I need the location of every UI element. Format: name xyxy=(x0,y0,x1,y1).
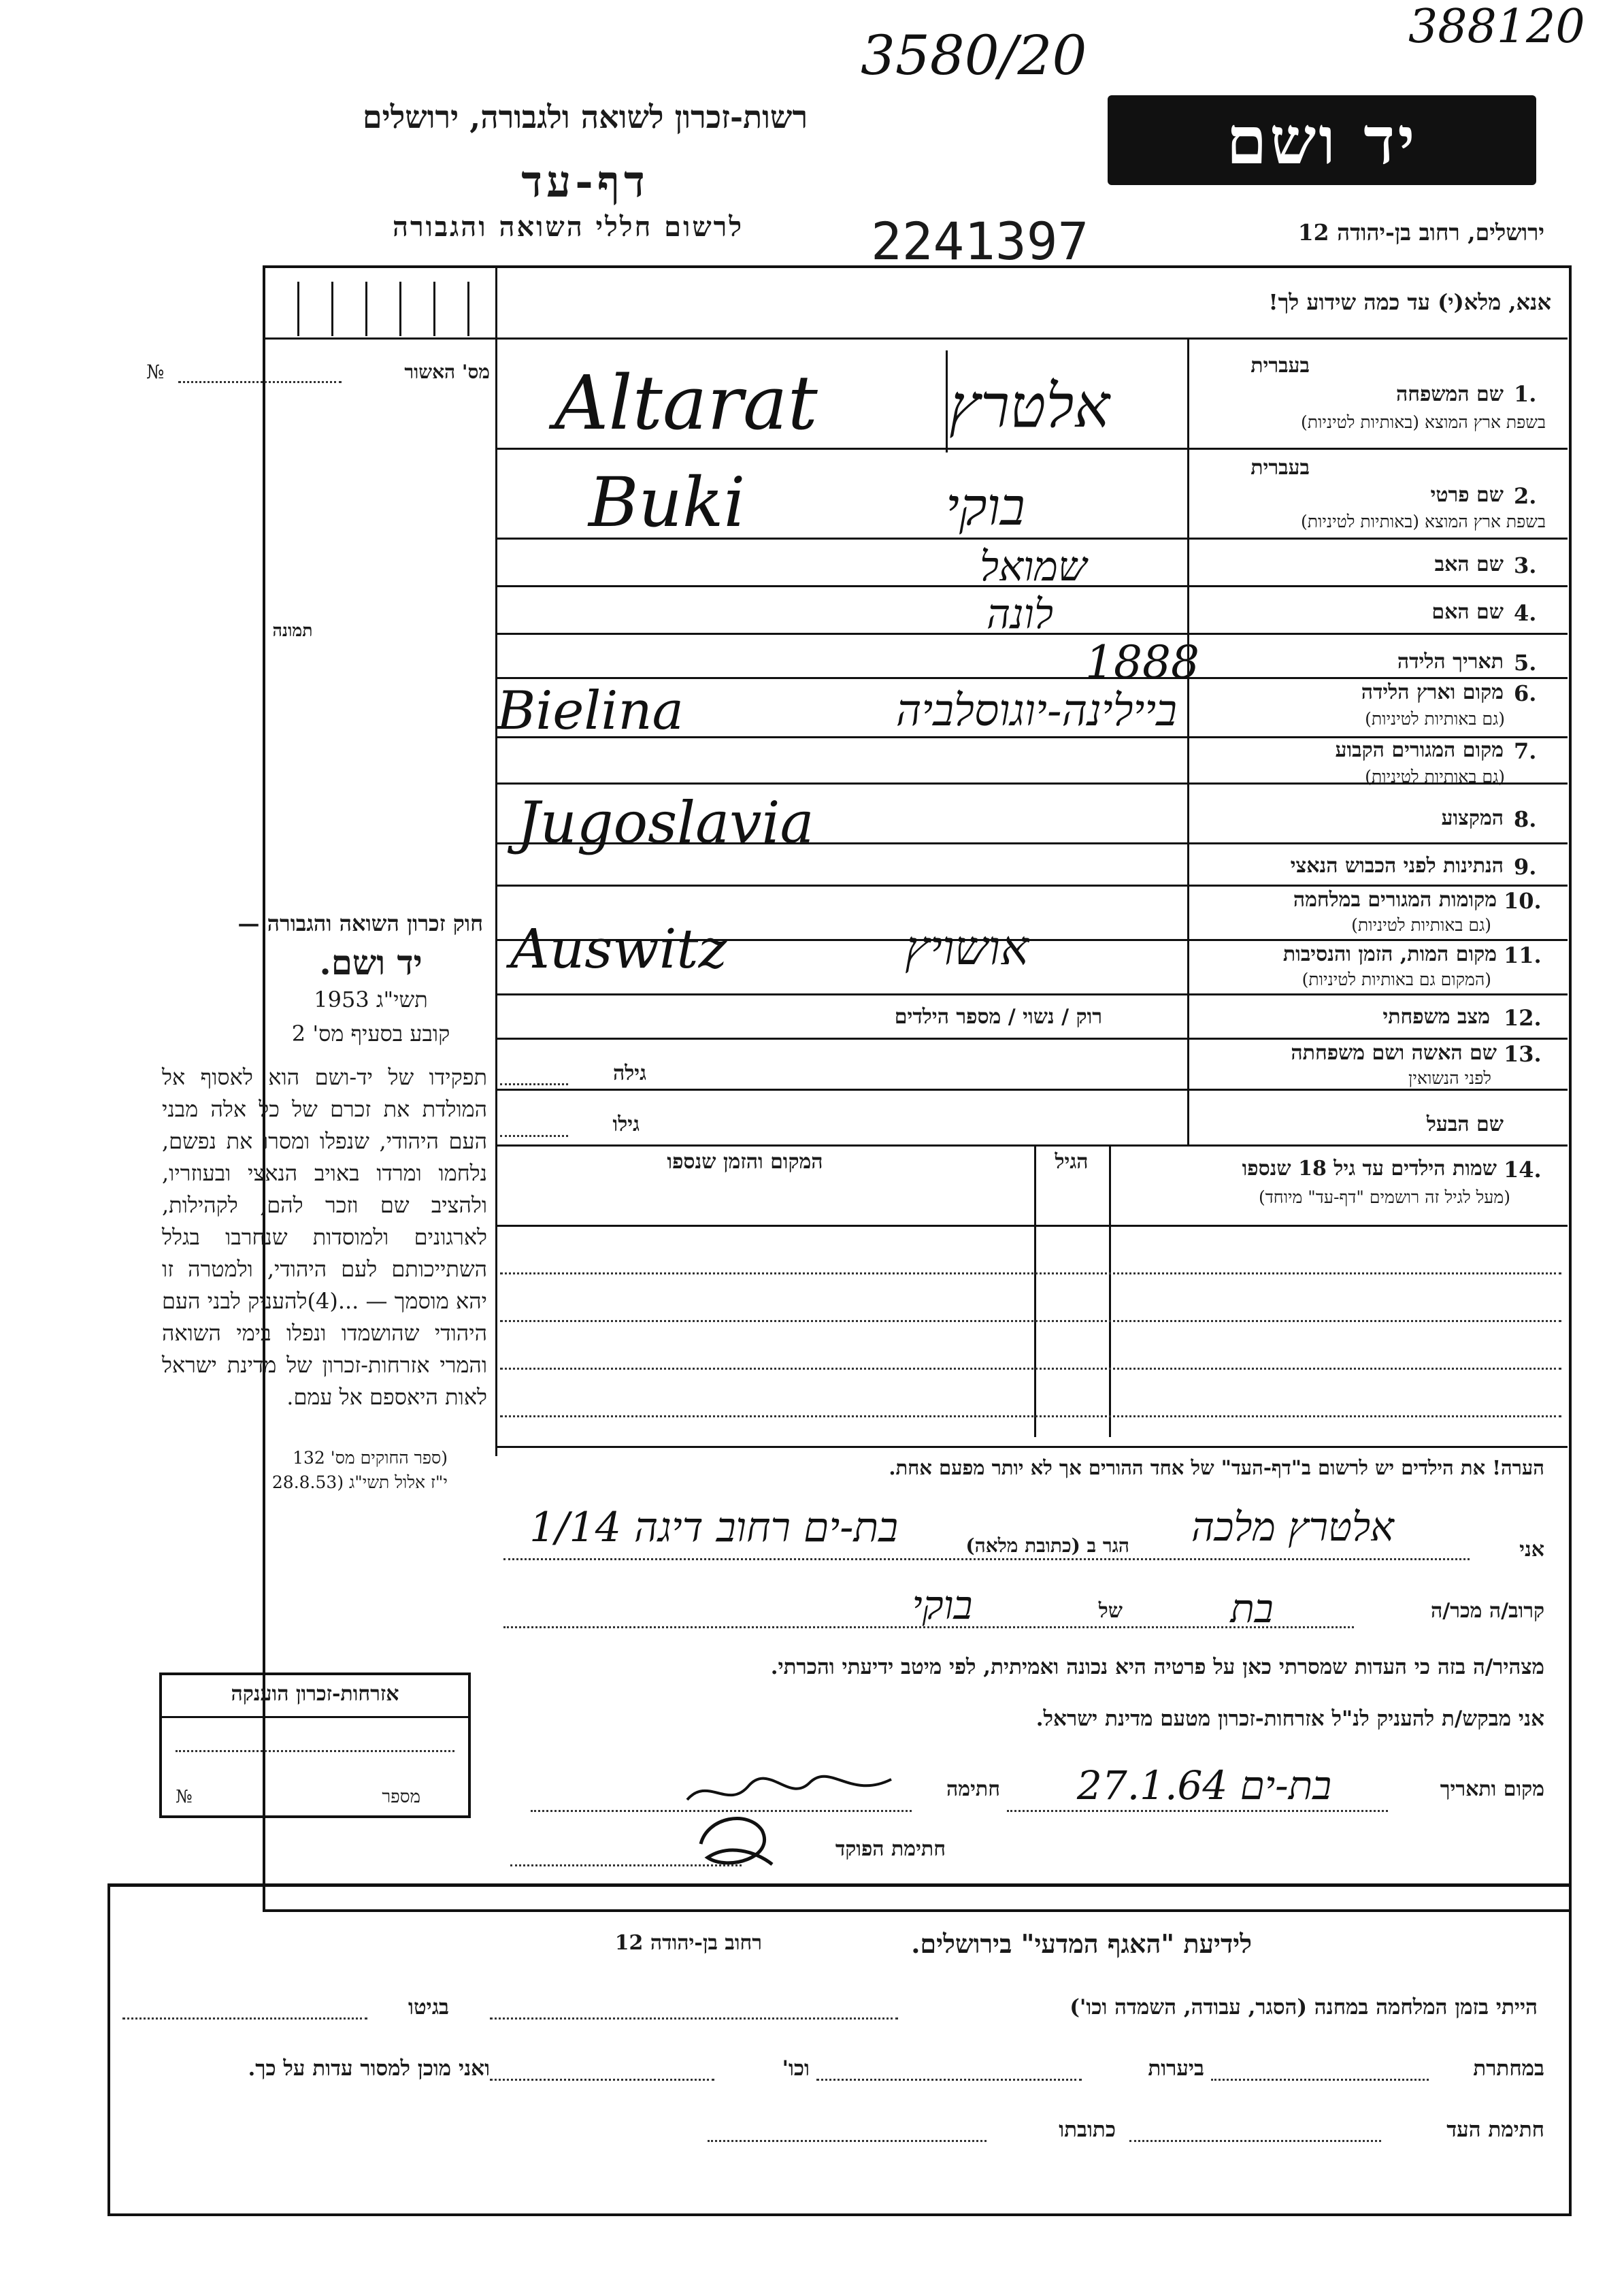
field-7-value: Jugoslavia xyxy=(517,789,814,856)
footer-title: לידיעת "האגף המדעי" בירושלים. xyxy=(911,1928,1252,1959)
side-panel-border xyxy=(495,265,497,1456)
field-11-label: מקום המות, הזמן והנסיבות xyxy=(1282,942,1497,966)
children-line xyxy=(500,1415,1561,1417)
form-subtitle: לרשום חללי השואה והגבורה xyxy=(392,211,744,243)
husband-age-label: גילו xyxy=(612,1113,640,1136)
camp-line xyxy=(490,2017,898,2020)
footer-line1: הייתי בזמן המלחמה במחנה (הסגר, עבודה, השמדה וכו') xyxy=(1070,1995,1538,2020)
field-12-options: רוק / נשוי / מספר הילדים xyxy=(894,1005,1102,1029)
officer-signature xyxy=(687,1803,782,1878)
law-clause: קובע בסעיף מס' 2 xyxy=(291,1021,450,1047)
children-line xyxy=(500,1320,1561,1322)
divider xyxy=(497,1446,1568,1448)
relation-value: בת xyxy=(1230,1585,1274,1632)
law-year: תשי"ג 1953 xyxy=(314,987,428,1012)
underground-line xyxy=(1211,2079,1429,2081)
etc-line xyxy=(490,2079,714,2081)
divider xyxy=(497,993,1568,995)
children-line xyxy=(500,1368,1561,1370)
divider xyxy=(497,448,1568,450)
photo-label: תמונה xyxy=(272,621,313,640)
field-9-label: הנתינות לפני הכבוש הנאצי xyxy=(1290,854,1504,878)
footer-forests: ביערות xyxy=(1148,2056,1204,2081)
value-split xyxy=(946,350,948,452)
field-7-number: 7. xyxy=(1514,738,1537,764)
field-2-hebrew-value: בוקי xyxy=(946,476,1025,537)
field-13-number: 13. xyxy=(1504,1041,1542,1067)
declaration-request: אני מבקש/ת להעניק לנ"ל אזרחות-זכרון מטעם מדינת ישראל. xyxy=(1035,1707,1544,1731)
field-7-sub: (גם באותיות לטיניות) xyxy=(1365,767,1505,787)
address-line xyxy=(503,1558,1470,1560)
field-6-sub: (גם באותיות לטיניות) xyxy=(1365,709,1505,729)
field-11-latin-value: Auswitz xyxy=(510,917,727,981)
field-8-label: המקצוע xyxy=(1441,806,1504,830)
field-1-hebrew-value: אלטרץ xyxy=(949,371,1110,441)
ghetto-line xyxy=(122,2017,367,2020)
divider xyxy=(497,337,1568,340)
footer-witness-sig: חתימת העד xyxy=(1446,2118,1544,2142)
field-13-sub: לפני הנשואין xyxy=(1408,1068,1491,1088)
field-3-label: שם האב xyxy=(1434,553,1504,576)
citizenship-title: אזרחות-זכרון הוענקה xyxy=(231,1682,399,1706)
field-10-number: 10. xyxy=(1504,888,1542,914)
field-3-number: 3. xyxy=(1514,553,1537,578)
children-number: 14. xyxy=(1504,1157,1542,1183)
children-age-col: הגיל xyxy=(1055,1150,1089,1174)
place-date-label: מקום ותאריך xyxy=(1440,1777,1544,1801)
children-col-divider xyxy=(1034,1144,1036,1437)
yad-vashem-logo xyxy=(1108,95,1536,185)
field-2-latin-value: Buki xyxy=(589,463,746,542)
forests-line xyxy=(816,2079,1082,2081)
citizenship-no: № xyxy=(176,1787,193,1807)
approval-no: № xyxy=(146,361,165,383)
children-title: שמות הילדים עד גיל 18 שנספו xyxy=(1242,1157,1497,1181)
field-9-number: 9. xyxy=(1514,854,1537,880)
field-2-hebrew-tag: בעברית xyxy=(1250,456,1310,480)
declaration-resident: הגר ב (כתובת מלאה) xyxy=(965,1534,1129,1557)
logo-text: יד ושם xyxy=(1226,101,1418,179)
law-name: יד ושם. xyxy=(319,942,422,983)
field-1-label: שם המשפחה xyxy=(1395,382,1504,406)
field-2-sub: בשפת ארץ המוצא (באותיות לטיניות) xyxy=(1301,512,1546,531)
field-12-number: 12. xyxy=(1504,1005,1542,1031)
witness-address-line xyxy=(708,2140,987,2142)
field-7-label: מקום המגורים הקבוע xyxy=(1335,738,1504,762)
relative-line xyxy=(503,1626,1354,1628)
of-label: של xyxy=(1098,1599,1123,1623)
divider xyxy=(497,885,1568,887)
divider xyxy=(162,1716,468,1718)
footer-address: רחוב בן-יהודה 12 xyxy=(614,1931,762,1955)
field-1-sub: בשפת ארץ המוצא (באותיות לטיניות) xyxy=(1301,412,1546,432)
approval-line xyxy=(178,381,342,383)
field-11-hebrew-value: אושויץ xyxy=(905,920,1029,976)
children-line xyxy=(500,1272,1561,1274)
children-place-col: המקום והזמן שנספו xyxy=(667,1150,823,1174)
field-3-value: שמואל xyxy=(980,543,1087,591)
law-ref-1: (ספר החוקים מס' 132 xyxy=(293,1448,448,1468)
divider xyxy=(497,1038,1568,1040)
declaration-i: אני xyxy=(1519,1538,1544,1562)
divider xyxy=(497,1225,1568,1227)
field-6-latin-value: Bielina xyxy=(497,680,684,742)
approval-label: מס' האשור xyxy=(404,361,490,383)
divider xyxy=(265,337,497,340)
witness-name: אלטרץ מלכה xyxy=(1191,1504,1394,1550)
form-address: ירושלים, רחוב בן-יהודה 12 xyxy=(1297,219,1544,246)
declaration-statement: מצהיר/ה בזה כי העדות שמסרתי כאן על פרטיה היא נכונה ואמיתית, לפי מיטב ידיעתי והכרתי. xyxy=(770,1655,1544,1679)
law-text: תפקידו של יד-ושם הוא לאסוף אל המולדת את זכרם של כל אלה מבני העם היהודי, שנפלו ומסרו את נפשם, נלחמו ומרדו באויב הנאצי ובעוזריו, ולהציב שם וזכר להם, לקהילות, לארגונים ולמוסדות שנחרבו בגלל השתייכותם לעם היהודי, ולמטרה זו יהא מוסמך — ...(4)להעניק לבני העם היהודי שהושמדו ונפלו בימי השואה והמרי אזרחות-זכרון של מדינת ישראל לאות היאספם אל עמם. xyxy=(162,1064,488,1410)
children-note: (מעל לגיל זה רושמים "דף-עד" מיוחד) xyxy=(1259,1187,1510,1207)
authority-name: רשות-זכרון לשואה ולגבורה, ירושלים xyxy=(362,99,808,135)
witness-sig-line xyxy=(1129,2140,1381,2142)
field-4-value: לונה xyxy=(987,591,1054,638)
field-1-latin-value: Altarat xyxy=(554,359,818,446)
place-date-line xyxy=(1007,1810,1388,1812)
field-11-sub: (המקום גם באותיות לטיניות) xyxy=(1302,970,1491,989)
witness-address: בת-ים רחוב דיגה 1/14 xyxy=(529,1504,898,1551)
field-2-label: שם פרטי xyxy=(1430,483,1504,507)
archive-number-corner: 388120 xyxy=(1408,0,1585,54)
citizenship-box xyxy=(159,1672,471,1818)
of-value: בוקי xyxy=(912,1582,973,1628)
signature-label: חתימה xyxy=(946,1777,1000,1801)
husband-name-label: שם הבעל xyxy=(1426,1113,1504,1136)
footer-ghetto: בגיטו xyxy=(408,1995,449,2020)
field-1-number: 1. xyxy=(1514,381,1537,407)
field-13-label: שם האשה ושם משפחתה xyxy=(1291,1041,1497,1065)
field-10-label: מקומות המגורים במלחמה xyxy=(1293,888,1497,912)
citizenship-line xyxy=(176,1750,454,1752)
form-title: דף-עד xyxy=(521,156,649,208)
field-4-label: שם האם xyxy=(1431,600,1504,624)
officer-label: חתימת הפוקד xyxy=(835,1837,946,1861)
husband-age-line xyxy=(500,1135,568,1137)
archive-number-top: 3580/20 xyxy=(861,24,1087,87)
footer-address-label: כתובתו xyxy=(1059,2118,1116,2142)
field-12-label: מצב משפחתי xyxy=(1382,1005,1490,1029)
divider xyxy=(497,677,1568,679)
divider xyxy=(497,1089,1568,1091)
field-5-value: 1888 xyxy=(1085,636,1199,689)
field-8-number: 8. xyxy=(1514,806,1537,832)
footer-etc: וכו' xyxy=(782,2056,810,2081)
declaration-note: הערה! את הילדים יש לרשום ב"דף-העד" של אחד ההורים אך לא יותר מפעם אחת. xyxy=(889,1456,1544,1479)
field-5-label: תאריך הלידה xyxy=(1397,650,1504,674)
footer-underground: במחתרת xyxy=(1473,2056,1544,2081)
officer-line xyxy=(510,1864,742,1866)
law-ref-2: י"ז אלול תשי"ג (28.8.53 xyxy=(271,1472,448,1492)
footer-ready: ואני מוכן למסור עדות על כך. xyxy=(248,2056,490,2081)
field-2-number: 2. xyxy=(1514,483,1537,509)
wife-age-label: גילה xyxy=(612,1061,646,1085)
field-11-number: 11. xyxy=(1504,942,1542,968)
relative-label: קרוב/ה מכר/ה xyxy=(1431,1599,1544,1623)
children-col-divider xyxy=(1109,1144,1111,1437)
citizenship-number-label: מספר xyxy=(382,1787,420,1807)
wife-age-line xyxy=(500,1083,568,1085)
approval-boxes xyxy=(265,282,494,336)
field-5-number: 5. xyxy=(1514,650,1537,676)
field-6-hebrew-value: ביילינה-יוגוסלביה xyxy=(895,686,1177,736)
label-column-border xyxy=(1187,337,1189,1144)
field-6-label: מקום וארץ הלידה xyxy=(1361,680,1504,704)
field-1-hebrew-tag: בעברית xyxy=(1250,354,1310,378)
field-10-sub: (גם באותיות לטיניות) xyxy=(1351,915,1491,935)
field-6-number: 6. xyxy=(1514,680,1537,706)
form-number: 2241397 xyxy=(871,211,1089,271)
instruction: אנא, מלא(י) עד כמה שידוע לך! xyxy=(1268,289,1551,315)
field-4-number: 4. xyxy=(1514,600,1537,626)
divider xyxy=(497,1144,1568,1147)
place-date-value: בת-ים 27.1.64 xyxy=(1076,1762,1332,1809)
law-heading: חוק זכרון השואה והגבורה — xyxy=(237,910,483,936)
